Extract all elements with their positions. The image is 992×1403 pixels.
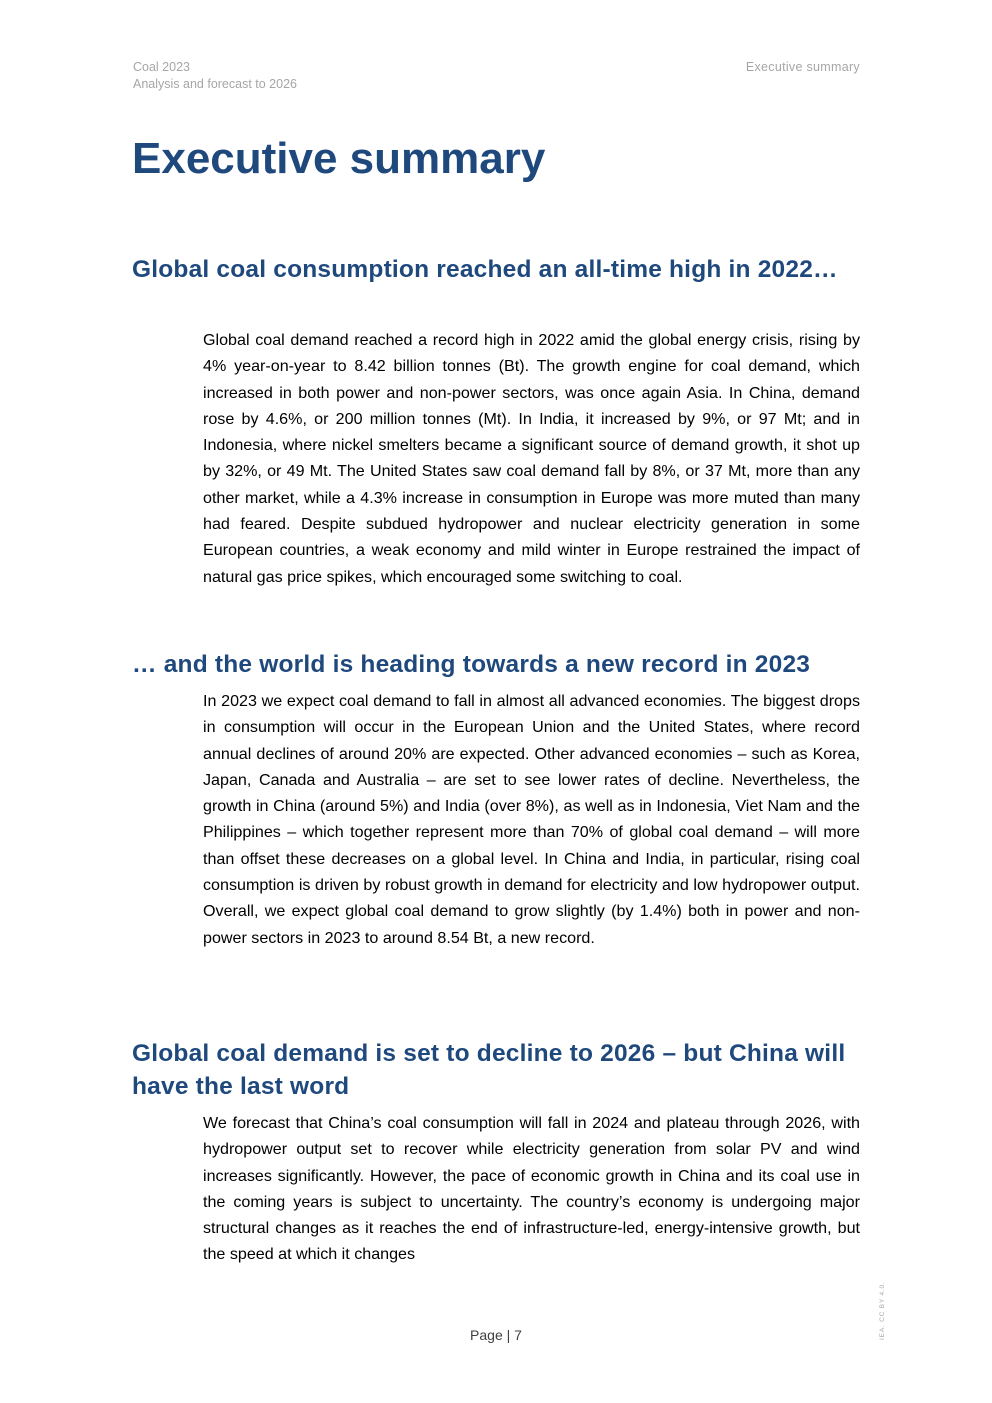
running-header-section-name: Executive summary [745, 60, 860, 74]
section-heading-record-2023: … and the world is heading towards a new record in 2023 [132, 651, 811, 678]
report-subtitle: Analysis and forecast to 2026 [133, 76, 297, 91]
section-heading-record-2022: Global coal consumption reached an all-time high in 2022… [132, 256, 838, 283]
page-title: Executive summary [132, 134, 546, 183]
section-body-record-2023: In 2023 we expect coal demand to fall in almost all advanced economies. The biggest drops in consumption will occur in the European Union and the United States, where record annual declines of around 20% are expected. Other advanced economies – such as Korea, Japan, Canada and Australia – are set to see lower rates of decline. Nevertheless, the growth in China (around 5%) and India (over 8%), as well as in Indonesia, Viet Nam and the Philippines – which together represent more than 70% of global coal demand – will more than offset these decreases on a global level. In China and India, in particular, rising coal consumption is driven by robust growth in demand for electricity and low hydropower output. Overall, we expect global coal demand to grow slightly (by 1.4%) both in power and non-power sectors in 2023 to around 8.54 Bt, a new record. [203, 692, 860, 947]
license-notice: IEA. CC BY 4.0. [879, 1281, 886, 1340]
running-header-report-info [133, 59, 297, 92]
section-body-record-2022: Global coal demand reached a record high in 2022 amid the global energy crisis, rising by 4% year-on-year to 8.42 billion tonnes (Bt). The growth engine for coal demand, which increased in both power and non-power sectors, was once again Asia. In China, demand rose by 4.6%, or 200 million tonnes (Mt). In India, it increased by 9%, or 97 Mt; and in Indonesia, where nickel smelters became a significant source of demand growth, it shot up by 32%, or 49 Mt. The United States saw coal demand fall by 8%, or 37 Mt, more than any other market, while a 4.3% increase in consumption in Europe was more muted than many had feared. Despite subdued hydropower and nuclear electricity generation in some European countries, a weak economy and mild winter in Europe restrained the impact of natural gas price spikes, which encouraged some switching to coal. [203, 331, 860, 586]
section-heading-decline-2026: Global coal demand is set to decline to 2026 – but China will have the last word [132, 1040, 846, 1100]
page-number: Page | 7 [470, 1327, 522, 1343]
report-title: Coal 2023 [133, 60, 190, 74]
section-body-decline-2026: We forecast that China’s coal consumption will fall in 2024 and plateau through 2026, with hydropower output set to recover while electricity generation from solar PV and wind increases significantly. However, the pace of economic growth in China and its coal use in the coming years is subject to uncertainty. The country’s economy is undergoing major structural changes as it reaches the end of infrastructure-led, energy-intensive growth, but the speed at which it changes [203, 1114, 860, 1264]
